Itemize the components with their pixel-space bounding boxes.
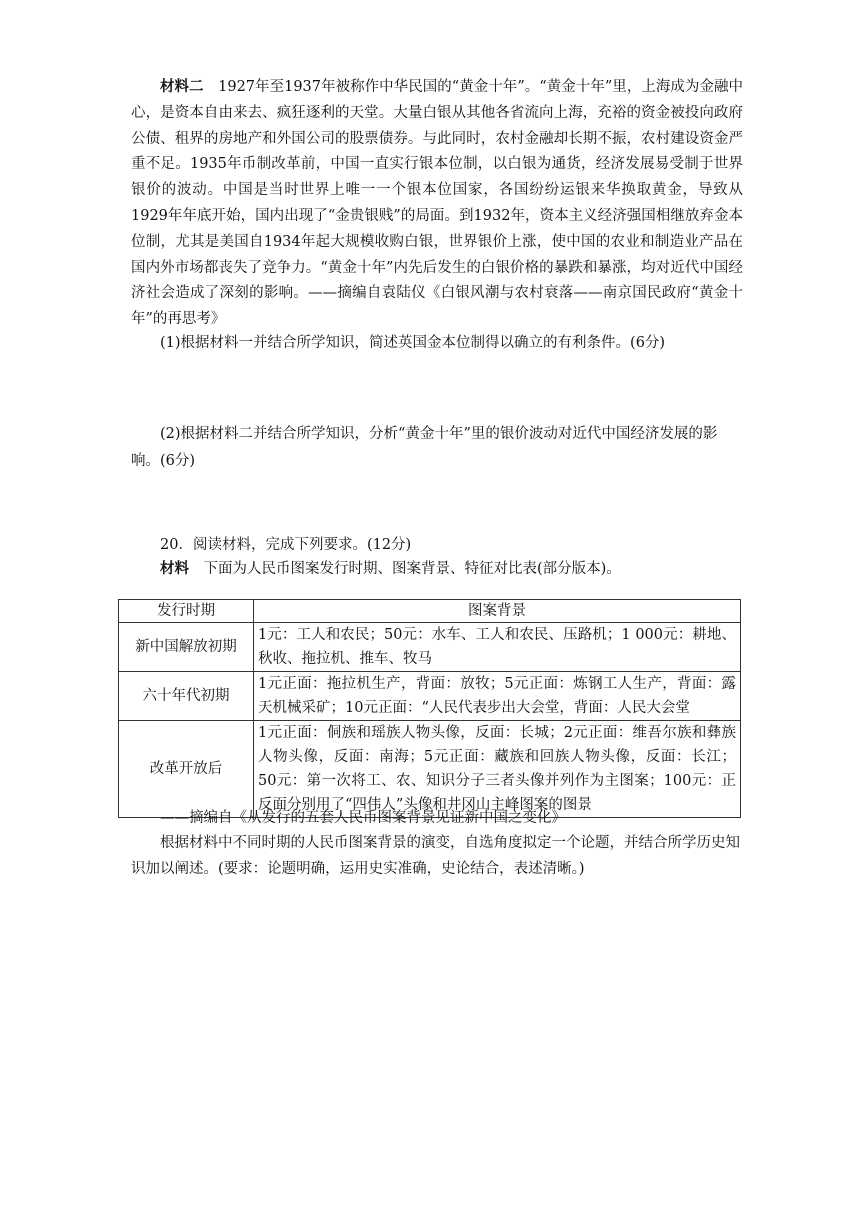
- rmb-comparison-table: [118, 599, 741, 818]
- material-2-paragraph: [131, 74, 743, 333]
- material-text: 下面为人民币图案发行时期、图案背景、特征对比表(部分版本)。: [203, 561, 621, 577]
- question-2: (2)根据材料二并结合所学知识，分析“黄金十年”里的银价波动对近代中国经济发展的影响。(6分): [131, 426, 718, 469]
- period-cell: 六十年代初期: [119, 672, 254, 721]
- table-row: [119, 623, 741, 672]
- question-20-material: [131, 556, 743, 582]
- table-row: [119, 721, 741, 818]
- header-period: 发行时期: [119, 600, 254, 623]
- question-20-requirement: 根据材料中不同时期的人民币图案背景的演变，自选角度拟定一个论题，并结合所学历史知识加以阐述。(要求：论题明确，运用史实准确，史论结合，表述清晰。): [131, 835, 740, 877]
- material-2-text: 1927年至1937年被称作中华民国的“黄金十年”。“黄金十年”里，上海成为金融中心，是资本自由来去、疯狂逐利的天堂。大量白银从其他各省流向上海，充裕的资金被投向政府公债、租界的房地产和外国公司的股票债券。与此同时，农村金融却长期不振，农村建设资金严重不足。1935年币制改革前，中国一直实行银本位制，以白银为通货，经济发展易受制于世界银价的波动。中国是当时世界上唯一一个银本位国家，各国纷纷运银来华换取黄金，导致从1929年年底开始，国内出现了“金贵银贱”的局面。到1932年，资本主义经济强国相继放弃金本位制，尤其是美国自1934年起大规模收购白银，世界银价上涨，使中国的农业和制造业产品在国内外市场都丧失了竞争力。“黄金十年”内先后发生的白银价格的暴跌和暴涨，均对近代中国经济社会造成了深刻的影响。——摘编自袁陆仪《白银风潮与农村衰落——南京国民政府“黄金十年”的再思考》: [131, 79, 744, 328]
- background-cell: 1元正面：侗族和瑶族人物头像，反面：长城；2元正面：维吾尔族和彝族人物头像，反面：南海；5元正面：藏族和回族人物头像，反面：长江； 50元：第一次将工、农、知识分子三者头像并列作为主图案；100元：正反面分别用了“四伟人”头像和井冈山主峰图案的图景: [254, 721, 741, 818]
- table-source: ——摘编自《从发行的五套人民币图案背景见证新中国之变化》: [160, 810, 566, 826]
- table-row: [119, 672, 741, 721]
- material-lead: 材料: [160, 560, 189, 577]
- table-header-row: [119, 600, 741, 623]
- background-cell: 1元正面：拖拉机生产，背面：放牧；5元正面：炼钢工人生产，背面：露天机械采矿；10元正面：“人民代表步出大会堂，背面：人民大会堂: [254, 672, 741, 721]
- question-1: (1)根据材料一并结合所学知识，简述英国金本位制得以确立的有利条件。(6分): [160, 335, 666, 351]
- header-background: 图案背景: [254, 600, 741, 623]
- question-20-title: 20．阅读材料，完成下列要求。(12分): [160, 537, 412, 553]
- material-2-lead: 材料二: [160, 78, 204, 95]
- period-cell: 改革开放后: [119, 721, 254, 818]
- period-cell: 新中国解放初期: [119, 623, 254, 672]
- background-cell: 1元：工人和农民；50元：水车、工人和农民、压路机；1 000元：耕地、秋收、拖拉机、推车、牧马: [254, 623, 741, 672]
